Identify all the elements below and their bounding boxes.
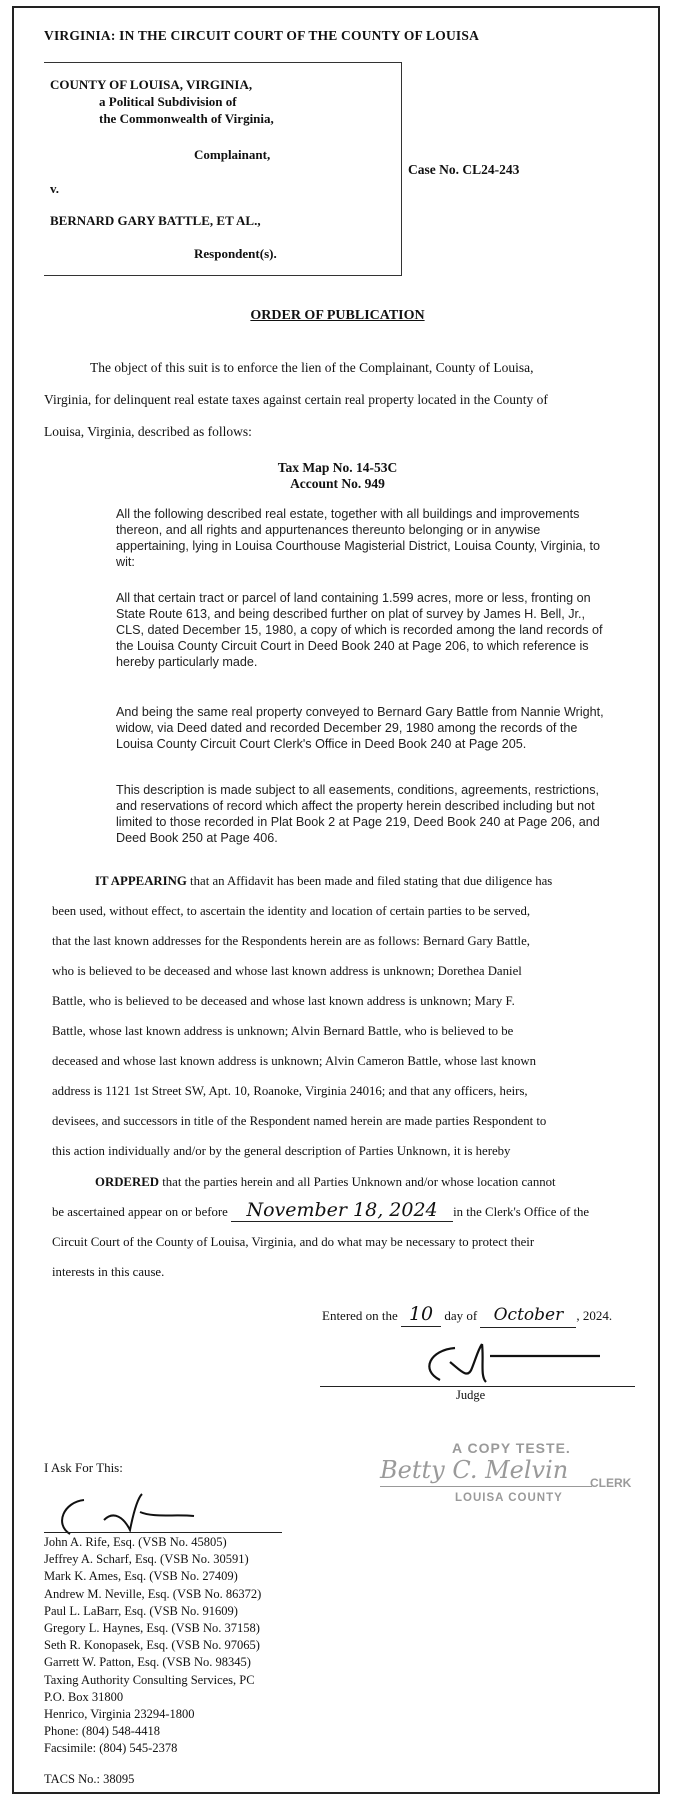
judge-signature [410, 1340, 610, 1390]
list-item: Paul L. LaBarr, Esq. (VSB No. 91609) [44, 1603, 238, 1618]
complainant-name: COUNTY OF LOUISA, VIRGINIA, [50, 77, 253, 92]
stamp-line [380, 1486, 592, 1487]
entered-month: October [480, 1303, 576, 1328]
list-item: Henrico, Virginia 23294-1800 [44, 1707, 195, 1722]
list-item: Phone: (804) 548-4418 [44, 1724, 160, 1739]
respondent-role: Respondent(s). [194, 246, 277, 261]
complainant-desc-2: the Commonwealth of Virginia, [99, 111, 274, 126]
list-item: Seth R. Konopasek, Esq. (VSB No. 97065) [44, 1638, 260, 1653]
judge-label: Judge [456, 1388, 486, 1402]
complainant-role: Complainant, [194, 147, 271, 162]
stamp-copy-teste: A COPY TESTE. [452, 1440, 571, 1456]
stamp-county: LOUISA COUNTY [455, 1492, 563, 1504]
case-number: Case No. CL24-243 [408, 162, 520, 177]
court-header: VIRGINIA: IN THE CIRCUIT COURT OF THE COUNTY OF LOUISA [44, 28, 480, 43]
stamp-clerk-label: CLERK [590, 1476, 632, 1490]
respondent-name: BERNARD GARY BATTLE, ET AL., [50, 213, 261, 228]
list-item: Andrew M. Neville, Esq. (VSB No. 86372) [44, 1586, 262, 1601]
caption-box [44, 62, 402, 276]
appearance-deadline: November 18, 2024 [231, 1199, 453, 1222]
list-item: Garrett W. Patton, Esq. (VSB No. 98345) [44, 1655, 251, 1670]
account-number: Account No. 949 [290, 476, 385, 491]
list-item: John A. Rife, Esq. (VSB No. 45805) [44, 1535, 227, 1549]
list-item: P.O. Box 31800 [44, 1689, 124, 1704]
attorney-list [44, 1534, 261, 1758]
tax-map-number: Tax Map No. 14-53C [277, 460, 398, 475]
list-item: Taxing Authority Consulting Services, PC [44, 1672, 255, 1687]
appearing-paragraph: IT APPEARING that an Affidavit has been made and filed stating that due diligence has been used, without effect, to ascertain the identity and location of certain parties to be served, that the last known addresses for the Respondents herein are as follows: Bernard Gary Battle, who is believed to be deceased and whose last known address is unknown; Dorethea Daniel Battle, who is believed to be deceased and whose last known address is unknown; Mary F. Battle, whose last known address is unknown; Alvin Bernard Battle, who is believed to be deceased and whose last known address is unknown; Alvin Cameron Battle, whose last known address is 1121 1st Street SW, Apt. 10, Roanoke, Virginia 24016; and that any officers, heirs, devisees, and successors in title of the Respondent named herein are made parties Respondent to this action individually and/or by the general description of Parties Unknown, it is hereby [52, 874, 553, 1158]
attorney-signature-line [44, 1532, 282, 1533]
tacs-number: TACS No.: 38095 [44, 1772, 135, 1786]
stamp-clerk-signature: Betty C. Melvin [380, 1456, 569, 1484]
document-title: ORDER OF PUBLICATION [250, 308, 425, 323]
ask-for-this: I Ask For This: [44, 1460, 123, 1475]
description-paragraph-4: This description is made subject to all easements, conditions, agreements, restrictions, and reservations of record which affect the property herein described including but not limited to those recorded in Plat Book 2 at Page 219, Deed Book 240 at Page 206, and Deed Book 250 at Page 406. [116, 783, 600, 845]
list-item: Jeffrey A. Scharf, Esq. (VSB No. 30591) [44, 1552, 249, 1567]
entered-line: Entered on the 10 day of October , 2024. [322, 1302, 612, 1328]
intro-paragraph: The object of this suit is to enforce the lien of the Complainant, County of Louisa, Virginia, for delinquent real estate taxes against certain real property located in the County of Louisa, Virginia, described as follows: [44, 360, 548, 439]
description-paragraph-3: And being the same real property conveyed to Bernard Gary Battle from Nannie Wright, widow, via Deed dated and recorded December 29, 1980 among the records of the Louisa County Circuit Court Clerk's Office in Deed Book 240 at Page 205. [116, 705, 604, 751]
judge-signature-line [320, 1386, 635, 1387]
description-paragraph-2: All that certain tract or parcel of land containing 1.599 acres, more or less, fronting on State Route 613, and being described further on plat of survey by James H. Bell, Jr., CLS, dated December 15, 1980, a copy of which is recorded among the land records of the Louisa County Circuit Court in Deed Book 240 at Page 206, to which reference is hereby particularly made. [116, 591, 603, 669]
ordered-paragraph: ORDERED that the parties herein and all Parties Unknown and/or whose location cannot be ascertained appear on or before November 18, 2024 in the Clerk's Office of the Circuit Court of the County of Louisa, Virginia, and do what may be necessary to protect their interests in this cause. [52, 1175, 590, 1279]
entered-day: 10 [401, 1302, 441, 1327]
description-paragraph-1: All the following described real estate, together with all buildings and improvements thereon, and all rights and appurtenances thereunto belonging or in anywise appertaining, lying in Louisa Courthouse Magisterial District, Louisa County, Virginia, to wit: [116, 507, 600, 569]
list-item: Gregory L. Haynes, Esq. (VSB No. 37158) [44, 1621, 260, 1636]
complainant-desc-1: a Political Subdivision of [99, 94, 237, 109]
versus: v. [50, 181, 60, 196]
list-item: Mark K. Ames, Esq. (VSB No. 27409) [44, 1569, 238, 1584]
list-item: Facsimile: (804) 545-2378 [44, 1741, 178, 1756]
